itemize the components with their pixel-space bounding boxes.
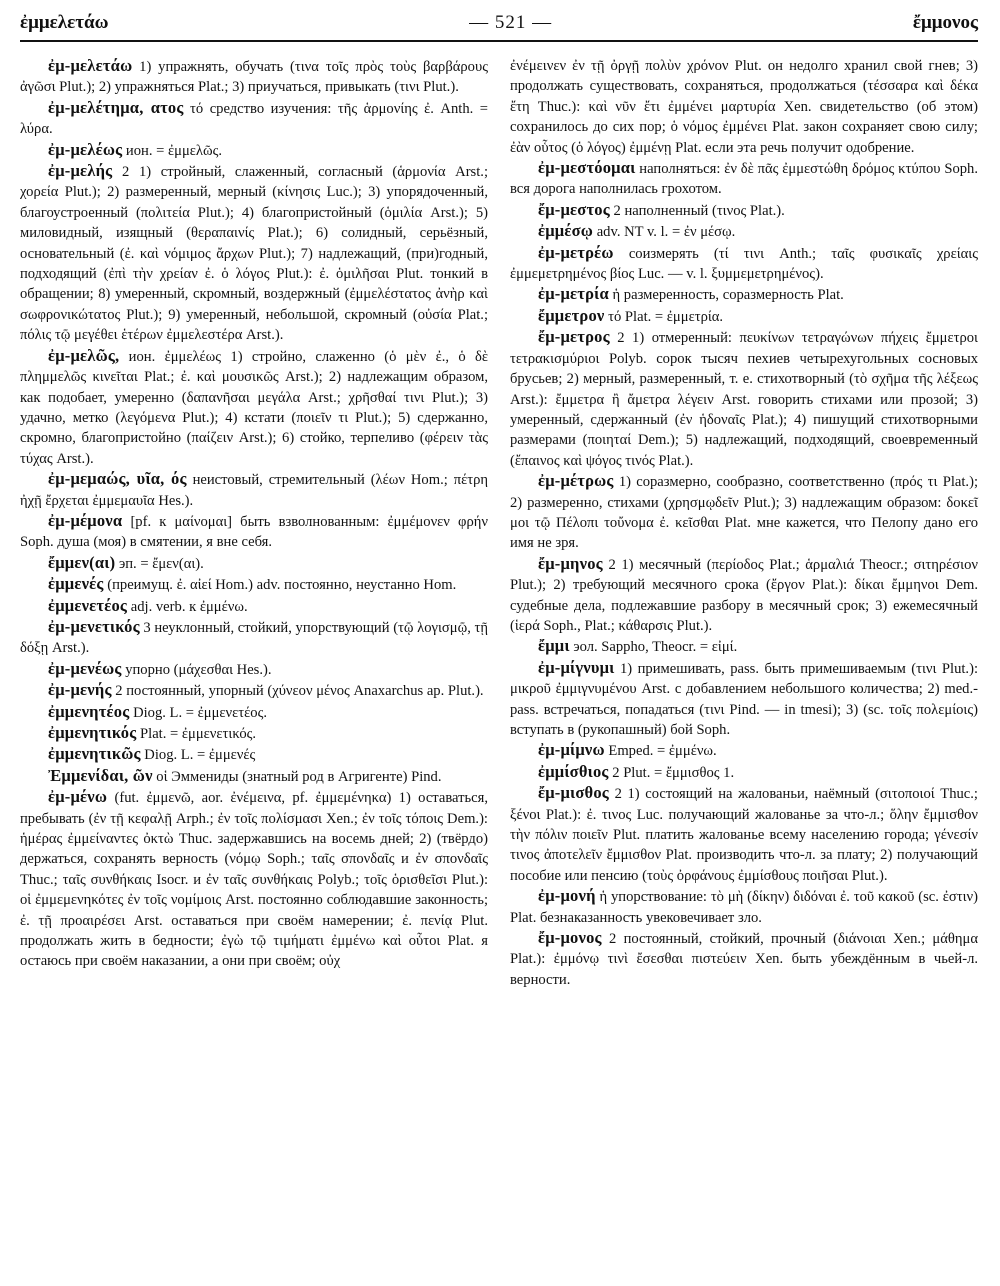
entry-headword: ἐμ-μεμαώς, υῖα, ός <box>48 469 187 489</box>
entry-definition: adj. verb. к ἐμμένω. <box>127 598 248 615</box>
entry-headword: ἔμ-μηνος <box>538 553 603 573</box>
entry-definition: [pf. к μαίνομαι] быть взволнованным: ἐμμέμονεν φρήν Soph. душа (моя) в смятении, я вне себя. <box>20 513 488 551</box>
entry-headword: ἐμ-μενέως <box>48 658 122 678</box>
entry-headword: ἐμμενετέος <box>48 595 128 615</box>
entry-headword: ἐμμέσῳ <box>538 221 594 241</box>
entry-definition: τό Plat. = ἐμμετρία. <box>604 308 724 325</box>
entry-headword: ἐμμίσθιος <box>538 761 609 781</box>
entry-headword: ἐμ-μελῶς, <box>48 345 120 365</box>
entry-headword: ἔμ-μισθος <box>538 783 609 803</box>
entry-headword: ἐμ-μενής <box>48 680 112 700</box>
entry-definition: 2 Plut. = ἔμμισθος 1. <box>608 764 735 781</box>
entry-headword: ἐμμενητικός <box>48 723 137 742</box>
entry-headword: ἐμ-μένω <box>48 787 108 807</box>
entry-definition: Diog. L. = ἐμμενετέος. <box>129 704 267 721</box>
entry-definition: наполняться: ἐν δὲ πᾶς ἐμμεστώθη δρόμος κτύπου Soph. вся дорога наполнилась грохотом. <box>510 161 978 198</box>
entry-headword: ἔμμετρον <box>538 305 605 325</box>
entry-definition: 2 постоянный, упорный (χύνεον μένος Anaxarchus ap. Plut.). <box>111 683 484 700</box>
entry-headword: ἐμ-μελής <box>48 161 113 181</box>
entry-headword: ἐμ-μίμνω <box>538 740 605 760</box>
dictionary-entry <box>510 56 978 158</box>
entry-headword: ἐμμενές <box>48 574 104 594</box>
dictionary-entry <box>510 928 978 990</box>
entry-definition: 2 1) стройный, слаженный, согласный (ἁρμονία Arst.; χορεία Plut.); 2) размеренный, мерный (κίνησις Luc.); 3) упорядоченный, благоустроенный (πολιτεία Plut.); 4) благопристойный (ὁμιλία Arst.); 5) миловидный, изящный (θεραπαινίς Plat.); 6) солидный, серьёзный, основательный (ἐ. καὶ νόμιμος ἄρχων Plut.); 7) надлежащий, (при)годный, подходящий (ἐπὶ τὴν χρείαν ἐ. ὁ λόγος Plut.): ἐ. ὁμιλῆσαι Plut. тонкий в обращении; 8) умеренный, скромный, воздержный (ἐμμελέστατος ἀνὴρ καὶ σωφρονικώτατος Plut.); 9) умеренный, небольшой, скромный (οὐσία Plat.; πόλις τῷ μεγέθει ἑτέρων ἐμμελεστέρα Arst.). <box>20 164 488 344</box>
entry-definition: эп. = ἔμεν(αι). <box>115 555 204 572</box>
dictionary-entry <box>510 158 978 200</box>
page-number: — 521 — <box>469 12 553 33</box>
dictionary-entry <box>510 783 978 886</box>
dictionary-entry <box>20 766 488 787</box>
entry-definition: эол. Sappho, Theocr. = εἰμί. <box>569 639 738 656</box>
entry-headword: ἔμ-μονος <box>538 928 602 948</box>
dictionary-entry <box>20 140 488 161</box>
entry-definition: ἡ размеренность, соразмерность Plat. <box>608 287 844 304</box>
dictionary-entry <box>20 723 488 744</box>
entry-headword: ἐμ-μέτρως <box>538 471 614 491</box>
dictionary-entry <box>20 659 488 680</box>
entry-definition: οἱ Эммениды (знатный род в Агригенте) Pind. <box>152 768 442 785</box>
dictionary-entry <box>20 787 488 972</box>
entry-definition: 1) упражнять, обучать (τινα τοῖς πρὸς τοὺς βαρβάρους ἀγῶσι Plut.); 2) упражняться Plat.; 3) приучаться, привыкать (τινι Plut.). <box>20 59 488 96</box>
dictionary-entry <box>510 221 978 242</box>
entry-definition: упорно (μάχεσθαι Hes.). <box>121 661 272 678</box>
entry-headword: ἐμ-μελέως <box>48 139 123 159</box>
entry-definition: (преимущ. ἐ. αἰεί Hom.) adv. постоянно, неустанно Hom. <box>103 577 457 594</box>
running-head <box>20 12 978 42</box>
entry-headword: ἐμ-μελέτημα, ατος <box>48 97 184 117</box>
dictionary-entry <box>510 471 978 554</box>
entry-headword: ἐμ-μετρία <box>538 284 609 304</box>
entry-definition: ἡ упорствование: τὸ μὴ (δίκην) διδόναι ἐ. τοῦ κακοῦ (sc. ἐστιν) Plat. безнаказанность увековечивает зло. <box>510 889 978 926</box>
dictionary-entry <box>510 658 978 741</box>
entry-definition: 2 наполненный (τινος Plat.). <box>609 202 785 219</box>
entry-headword: ἔμ-μεστος <box>538 199 610 219</box>
dictionary-entry <box>510 886 978 928</box>
dictionary-entry <box>20 702 488 723</box>
entry-headword: ἐμ-μετρέω <box>538 242 614 262</box>
entry-definition: соизмерять (τί τινι Anth.; ταῖς φυσικαῖς χρείαις ἐμμεμετρημένος βίος Luc. — v. l. ξυμμεμετρημένος). <box>510 245 978 283</box>
entry-definition: Diog. L. = ἐμμενές <box>140 747 256 764</box>
entry-definition: 1) соразмерно, сообразно, соответственно (πρός τι Plat.); 2) размеренно, стихами (χρησμῳδεῖν Plut.); 3) надлежащим образом: δοκεῖ μοι τῷ Πέλοπι τοὔνομα ἐ. κεῖσθαι Plat. мне кажется, что Пелопу дано его имя не зря. <box>510 474 978 552</box>
dictionary-entry <box>20 744 488 765</box>
entry-definition: 2 постоянный, стойкий, прочный (διάνοιαι Xen.; μάθημα Plat.): ἐμμόνῳ τινὶ ἔσεσθαι πιστεύειν Xen. быть убеждённым в чьей-л. верности. <box>510 931 978 988</box>
dictionary-entry <box>20 161 488 346</box>
entry-definition: неистовый, стремительный (λέων Hom.; πέτρη ἠχῇ ἔρχεται ἐμμεμαυῖα Hes.). <box>20 472 488 509</box>
entry-definition: Plat. = ἐμμενετικός. <box>136 726 257 742</box>
dictionary-entry <box>510 243 978 285</box>
entry-definition: 1) примешивать, pass. быть примешиваемым (τινι Plut.): μικροῦ ἐμμιγνυμένου Arst. с добавлением небольшого количества; 2) med.-pass. встречаться, попадаться (τινι Pind. — in tmesi); 3) (sc. τοῖς πολεμίοις) вступать в (рукопашный) бой Soph. <box>510 660 978 738</box>
dictionary-entry <box>20 511 488 553</box>
dictionary-entry <box>20 346 488 469</box>
columns <box>20 56 978 990</box>
entry-definition: ион. ἐμμελέως 1) стройно, слаженно (ὁ μὲν ἐ., ὁ δὲ πλημμελῶς κινεῖται Plat.; ἐ. καὶ μουσικῶς Arst.); 2) надлежащим образом, как подобает, умеренно (δαπανῆσαι μεγάλα Arst.; χρῆσθαί τινι Plut.); 3) удачно, метко (λεγόμενα Plut.); 4) кстати (ποιεῖν τι Plut.); 5) сдержанно, скромно, благопристойно (παίζειν Arst.); 6) стойко, терпеливо (φέρειν τὰς τύχας Arst.). <box>20 348 488 467</box>
entry-headword: ἐμ-μίγνυμι <box>538 657 615 677</box>
entry-headword: ἐμ-μέμονα <box>48 510 123 530</box>
entry-definition: ἐνέμεινεν ἐν τῇ ὀργῇ πολὺν χρόνον Plut. он недолго хранил свой гнев; 3) продолжать существовать, сохраняться, продолжаться (τέσσαρα καὶ δέκα ἔτη Thuc.): καὶ νῦν ἔτι ἐμμένει μαρτυρία Xen. свидетельство (об этом) сохранилось до сих пор; ὁ νόμος ἐμμένει Plat. закон сохраняет свою силу; ἐὰν οὗτος (ὁ λόγος) ἐμμένῃ Plat. если эта речь получит одобрение. <box>510 58 978 156</box>
entry-headword: ἔμμι <box>538 636 570 656</box>
dictionary-entry <box>20 574 488 595</box>
right-column <box>510 56 978 990</box>
entry-headword: Ἐμμενίδαι, ῶν <box>48 765 153 785</box>
dictionary-entry <box>20 617 488 659</box>
right-guide-word: ἔμμονος <box>912 12 978 33</box>
dictionary-entry <box>510 200 978 221</box>
entry-headword: ἐμμενητικῶς <box>48 744 141 764</box>
entry-definition: τό средство изучения: τῆς ἁρμονίης ἐ. Anth. = λύρα. <box>20 100 488 138</box>
dictionary-entry <box>510 740 978 761</box>
dictionary-entry <box>510 636 978 657</box>
dictionary-entry <box>20 596 488 617</box>
dictionary-entry <box>20 98 488 140</box>
dictionary-entry <box>510 762 978 783</box>
dictionary-entry <box>510 327 978 471</box>
left-column <box>20 56 488 990</box>
entry-headword: ἐμ-μελετάω <box>48 56 133 75</box>
dictionary-entry <box>510 554 978 637</box>
dictionary-entry <box>20 553 488 574</box>
entry-definition: 2 1) отмеренный: πευκίνων τετραγώνων πήχεις ἔμμετροι τετρακισμύριοι Polyb. сорок тысяч пехиев четырехугольных сосновых брусьев; 2) мерный, размеренный, т. е. стихотворный (τὸ σχῆμα τῆς λέξεως Arst.): ἔμμετρα ἢ ἄμετρα λέγειν Arst. говорить стихами или прозой; 3) умеренный, сдержанный (ἐν ἡδοναῖς Plat.); 4) пишущий стихотворными размерами (ποιηταί Dem.); 5) надлежащий, подходящий, своевременный (ἔπαινος καὶ ψόγος τινός Plat.). <box>510 330 978 469</box>
left-guide-word: ἐμμελετάω <box>20 12 109 33</box>
entry-headword: ἐμ-μονή <box>538 886 596 906</box>
entry-definition: Emped. = ἐμμένω. <box>604 743 717 760</box>
entry-definition: adv. NT v. l. = ἐν μέσῳ. <box>593 224 736 241</box>
dictionary-entry <box>510 306 978 327</box>
entry-headword: ἔμμεν(αι) <box>48 552 116 572</box>
dictionary-entry <box>510 284 978 305</box>
entry-definition: (fut. ἐμμενῶ, aor. ἐνέμεινα, pf. ἐμμεμένηκα) 1) оставаться, пребывать (ἐν τῇ κεφαλῇ Arph.; ἐν τοῖς πολίσμασι Xen.; ἐν τοῖς τόποις Dem.): ἡμέρας ἐμμείναντες ὀκτὼ Thuc. задержавшись на восемь дней; 2) (твёрдо) держаться, сохранять верность (νόμῳ Soph.; ταῖς σπονδαῖς и ἐν σπονδαῖς Thuc.; ταῖς συνθήκαις Isocr. и ἐν ταῖς συνθήκαις Polyb.; τοῖς ὁρισθεῖσι Plut.): οἱ ἐμμεμενηκότες ἐν τοῖς νομίμοις Arst. постоянно соблюдавшие законность; ἐ. τῇ προαιρέσει Arst. оставаться при своём намерении; ἐ. πενίᾳ Plut. продолжать жить в бедности; ἐγὼ τῷ τιμήματι ἐμμένω καὶ οὗτοι Plat. я остаюсь при своём наказании, а они при своём; οὐχ <box>20 790 488 970</box>
entry-headword: ἔμ-μετρος <box>538 327 610 347</box>
entry-definition: 2 1) состоящий на жалованьи, наёмный (σιτοποιοί Thuc.; ξένοι Plat.): ἐ. τινος Luc. получающий жалованье за что-л.; ὅλην ἔμμισθον τὴν πόλιν ποιεῖν Plut. платить жалованье всему населению города; γένεσίν τινος ἀποτελεῖν ἔμμισθον Plat. производить что-л. за плату; 2) получающий пособие или пенсию (τοὺς ὀρφάνους ἐμμίσθους ποιῆσαι Plut.). <box>510 786 978 884</box>
entry-definition: 3 неуклонный, стойкий, упорствующий (τῷ λογισμῷ, τῇ δόξῃ Arst.). <box>20 619 489 657</box>
dictionary-entry <box>20 56 488 98</box>
entry-headword: ἐμ-μεστόομαι <box>538 158 636 178</box>
dictionary-entry <box>20 469 488 511</box>
entry-definition: ион. = ἐμμελῶς. <box>122 142 223 159</box>
entry-definition: 2 1) месячный (περίοδος Plat.; ἁρμαλιά Theocr.; σιτηρέσιον Plut.); 2) требующий месячного срока (ἔργον Plat.): δίκαι ἔμμηνοι Dem. судебные дела, подлежавшие разбору в месячный срок; 3) ежемесячный (ἱερά Soph., Plat.; κάθαρσις Plut.). <box>510 556 978 634</box>
dictionary-entry <box>20 680 488 701</box>
entry-headword: ἐμμενητέος <box>48 701 130 721</box>
entry-headword: ἐμ-μενετικός <box>48 616 140 636</box>
